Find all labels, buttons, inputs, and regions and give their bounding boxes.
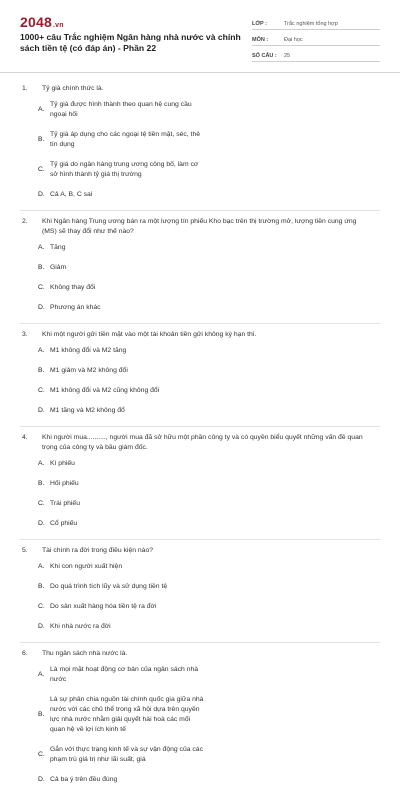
option-b[interactable]: [38, 582, 210, 592]
option-text: Do quá trình tích lũy và sử dụng tiền tệ: [50, 583, 168, 590]
option-d[interactable]: [38, 303, 210, 313]
option-letter: B.: [38, 367, 45, 374]
site-logo[interactable]: [20, 14, 64, 30]
option-a[interactable]: [38, 665, 210, 685]
option-letter: B.: [38, 136, 45, 143]
question-list: [0, 78, 400, 795]
question-text: Khi một người gửi tiền mặt vào một tài khoản tiền gửi không kỳ hạn thì.: [42, 331, 257, 338]
question-stem: [20, 540, 380, 556]
question-stem: [20, 324, 380, 340]
option-letter: A.: [38, 347, 45, 354]
header-divider: [0, 72, 400, 73]
option-a[interactable]: [38, 562, 210, 572]
option-text: Do sản xuất hàng hóa tiền tệ ra đời: [50, 603, 157, 610]
logo-main: 2048: [20, 14, 52, 30]
option-text: M1 không đổi và M2 tăng: [50, 347, 127, 354]
option-text: M1 tăng và M2 không đổ: [50, 407, 125, 414]
options: [20, 459, 380, 539]
question-3: [0, 324, 400, 426]
option-text: M1 không đổi và M2 cũng không đổi: [50, 387, 160, 394]
meta-row-subject: [252, 30, 380, 46]
option-letter: D.: [38, 520, 45, 527]
option-d[interactable]: [38, 406, 210, 416]
option-letter: A.: [38, 563, 45, 570]
option-a[interactable]: [38, 243, 210, 253]
option-c[interactable]: [38, 602, 210, 612]
option-c[interactable]: [38, 283, 210, 293]
option-text: Khi con người xuất hiện: [50, 563, 123, 570]
option-a[interactable]: [38, 459, 210, 469]
meta-row-count: [252, 46, 380, 62]
option-c[interactable]: [38, 160, 210, 180]
question-4: [0, 427, 400, 539]
option-d[interactable]: [38, 190, 210, 200]
question-text: Khi người mua.........., người mua đã sở hữu một phần công ty và có quyền biểu quyết những vấn đề quan trọng của công ty và bầu giám đốc.: [42, 434, 363, 451]
question-text: Thu ngân sách nhà nước là.: [42, 650, 128, 657]
question-5: [0, 540, 400, 642]
option-letter: C.: [38, 603, 45, 610]
meta-info: [252, 14, 380, 62]
option-letter: A.: [38, 244, 45, 251]
option-b[interactable]: [38, 695, 210, 735]
option-letter: A.: [38, 671, 45, 678]
option-text: Giảm: [50, 264, 67, 271]
document-title: 1000+ câu Trắc nghiệm Ngân hàng nhà nước và chính sách tiền tệ (có đáp án) - Phần 22: [20, 32, 241, 53]
question-text: Khi Ngân hàng Trung ương bán ra một lượng tín phiếu Kho bạc trên thị trường mở, lượng tiền cung ứng (MS) sẽ thay đổi như thế nào?: [42, 218, 357, 235]
option-text: Trái phiếu: [50, 500, 80, 507]
option-text: Cả A, B, C sai: [50, 191, 93, 198]
options: [20, 562, 380, 642]
meta-row-class: [252, 14, 380, 30]
option-text: Gắn với thực trạng kinh tế và sự vận động của các phạm trù giá trị như lãi suất, giá: [50, 746, 203, 763]
option-text: Tăng: [50, 244, 66, 251]
question-number: 6.: [22, 650, 28, 657]
option-letter: C.: [38, 284, 45, 291]
question-2: [0, 211, 400, 323]
meta-label: MÔN :: [252, 37, 269, 43]
option-letter: C.: [38, 166, 45, 173]
option-d[interactable]: [38, 622, 210, 632]
option-letter: D.: [38, 623, 45, 630]
option-c[interactable]: [38, 745, 210, 765]
option-text: Phương án khác: [50, 304, 101, 311]
option-letter: C.: [38, 500, 45, 507]
option-b[interactable]: [38, 130, 210, 150]
question-number: 1.: [22, 85, 28, 92]
question-text: Tỷ giá chính thức là.: [42, 85, 104, 92]
option-letter: B.: [38, 583, 45, 590]
question-number: 3.: [22, 331, 28, 338]
question-number: 4.: [22, 434, 28, 441]
option-text: Cổ phiếu: [50, 520, 78, 527]
question-stem: [20, 427, 380, 453]
options: [20, 100, 380, 210]
option-letter: C.: [38, 751, 45, 758]
option-c[interactable]: [38, 386, 210, 396]
meta-value: Trắc nghiệm tổng hợp: [284, 21, 338, 27]
option-b[interactable]: [38, 263, 210, 273]
question-text: Tài chính ra đời trong điều kiện nào?: [42, 547, 154, 554]
question-number: 5.: [22, 547, 28, 554]
question-stem: [20, 78, 380, 94]
option-text: Tỷ giá áp dụng cho các ngoại tệ tiền mặt, séc, thẻ tín dụng: [50, 131, 200, 148]
question-6: [0, 643, 400, 795]
option-letter: A.: [38, 460, 45, 467]
option-text: M1 giảm và M2 không đổi: [50, 367, 128, 374]
option-text: Không thay đổi: [50, 284, 96, 291]
option-b[interactable]: [38, 479, 210, 489]
question-number: 2.: [22, 218, 28, 225]
option-text: Tỷ giá được hình thành theo quan hệ cung cầu ngoại hối: [50, 101, 192, 118]
options: [20, 243, 380, 323]
option-c[interactable]: [38, 499, 210, 509]
option-text: Khi nhà nước ra đời: [50, 623, 111, 630]
header: [0, 0, 400, 66]
options: [20, 346, 380, 426]
option-letter: D.: [38, 191, 45, 198]
option-a[interactable]: [38, 346, 210, 356]
option-letter: B.: [38, 711, 45, 718]
option-d[interactable]: [38, 519, 210, 529]
option-text: Hối phiếu: [50, 480, 79, 487]
meta-label: SỐ CÂU :: [252, 53, 277, 59]
option-text: Là mọi mặt hoạt động cơ bản của ngân sách nhà nước: [50, 666, 199, 683]
question-stem: [20, 211, 380, 237]
option-text: Kì phiếu: [50, 460, 75, 467]
question-1: [0, 78, 400, 210]
meta-value: Đại học: [284, 37, 303, 43]
option-b[interactable]: [38, 366, 210, 376]
option-letter: C.: [38, 387, 45, 394]
options: [20, 665, 380, 795]
meta-value: 25: [284, 53, 291, 59]
question-stem: [20, 643, 380, 659]
option-letter: D.: [38, 407, 45, 414]
option-text: Là sự phân chia nguồn tài chính quốc gia giữa nhà nước với các chủ thể trong xã hội dựa trên quyền lực nhà nước nhằm giải quyết hài hoà các mối quan hệ về lợi ích kinh tế: [50, 696, 204, 733]
option-text: Cả ba ý trên đều đúng: [50, 776, 118, 783]
option-a[interactable]: [38, 100, 210, 120]
option-d[interactable]: [38, 775, 210, 785]
option-letter: D.: [38, 776, 45, 783]
option-letter: B.: [38, 480, 45, 487]
meta-label: LỚP :: [252, 21, 267, 27]
option-letter: B.: [38, 264, 45, 271]
option-text: Tỷ giá do ngân hàng trung ương công bố, làm cơ sở hình thành tỷ giá thị trường: [50, 161, 199, 178]
option-letter: A.: [38, 106, 45, 113]
option-letter: D.: [38, 304, 45, 311]
logo-suffix: .vn: [52, 22, 64, 29]
